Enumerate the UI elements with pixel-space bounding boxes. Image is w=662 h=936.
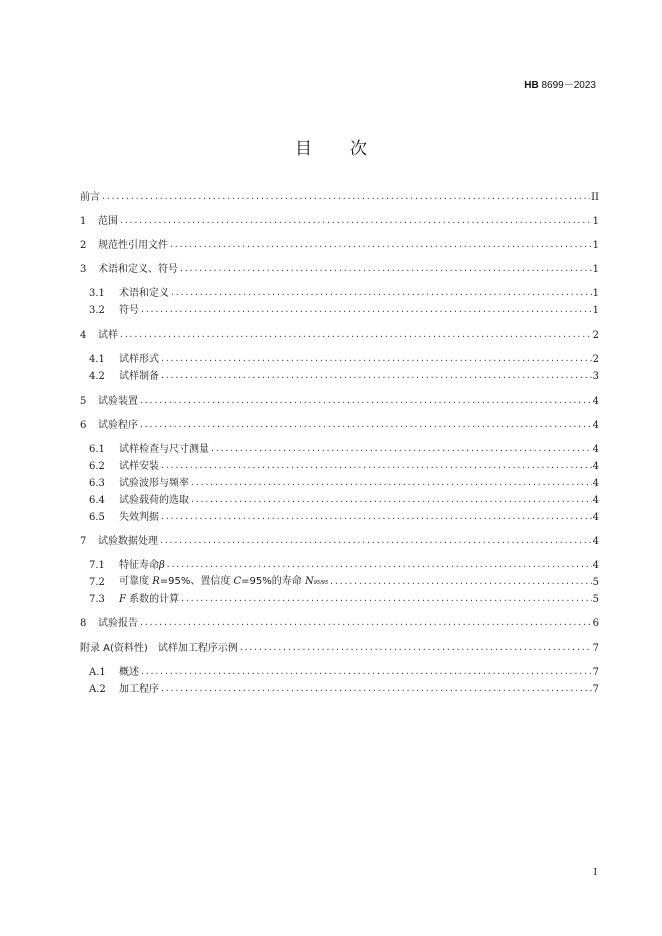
toc-page: 1 <box>592 240 599 251</box>
toc-page: 4 <box>592 420 599 431</box>
life-subscript: 95/95 <box>313 580 329 586</box>
leader-dots <box>210 444 592 458</box>
toc-label: 试验装置 <box>98 396 138 407</box>
leader-dots <box>119 330 592 344</box>
leader-dots <box>179 264 592 278</box>
toc-label: 试样安装 <box>119 461 159 472</box>
toc-entry-foreword[interactable] <box>80 190 599 206</box>
toc-page: 4 <box>592 495 599 506</box>
toc-entry-6-5[interactable] <box>89 510 599 526</box>
confidence-symbol: C <box>233 576 242 587</box>
leader-dots <box>329 577 591 591</box>
standard-prefix: HB <box>524 80 539 91</box>
toc-entry-8[interactable] <box>80 616 599 632</box>
toc-entry-5[interactable] <box>80 394 599 410</box>
leader-dots <box>139 420 592 434</box>
toc-number: 1 <box>80 216 87 227</box>
toc-label: 概述 <box>119 667 139 678</box>
toc-page: 3 <box>592 371 599 382</box>
leader-dots <box>180 594 591 608</box>
toc-entry-2[interactable] <box>80 238 599 254</box>
toc-entry-7-3[interactable] <box>89 592 599 608</box>
title-char-1: 目 <box>295 139 312 159</box>
toc-page: 4 <box>592 444 599 455</box>
toc-label <box>119 592 179 608</box>
toc-entry-6-2[interactable] <box>89 459 599 475</box>
toc-page: 4 <box>592 512 599 523</box>
toc-entry-7-1[interactable] <box>89 558 599 574</box>
leader-dots <box>119 216 592 230</box>
toc-label: 试验报告 <box>98 618 138 629</box>
leader-dots <box>190 478 592 492</box>
toc-page: 4 <box>592 396 599 407</box>
reliability-symbol: R <box>152 576 160 587</box>
toc-number: 6.2 <box>89 461 105 472</box>
toc-entry-7-2[interactable] <box>89 575 599 591</box>
toc-label: 试验波形与频率 <box>119 478 189 489</box>
toc-page: 5 <box>592 577 599 588</box>
toc-label-part: =95%的寿命 <box>241 576 305 587</box>
leader-dots <box>166 560 592 574</box>
toc-page: 5 <box>592 594 599 605</box>
toc-page: 6 <box>592 618 599 629</box>
toc-number: 7 <box>80 536 87 547</box>
toc-number: 4 <box>80 330 87 341</box>
leader-dots <box>160 512 592 526</box>
leader-dots <box>101 192 590 206</box>
toc-number: 4.2 <box>89 371 105 382</box>
toc-number: 7.2 <box>89 577 105 588</box>
toc-label: 加工程序 <box>119 684 159 695</box>
toc-page: 7 <box>592 684 599 695</box>
toc-number: 6.1 <box>89 444 105 455</box>
toc-number: 8 <box>80 618 87 629</box>
toc-page: 1 <box>592 288 599 299</box>
standard-number: 8699－2023 <box>538 80 596 91</box>
toc-entry-1[interactable] <box>80 214 599 230</box>
toc-label: 术语和定义、符号 <box>98 264 178 275</box>
toc-entry-6-3[interactable] <box>89 476 599 492</box>
toc-label: 试样检查与尺寸测量 <box>119 444 209 455</box>
toc-page: 4 <box>592 560 599 571</box>
leader-dots <box>160 461 592 475</box>
toc-label: 试样制备 <box>119 371 159 382</box>
toc-label-text: 特征寿命 <box>119 560 159 571</box>
toc-label <box>119 558 165 574</box>
toc-label: 前言 <box>80 192 100 203</box>
toc-entry-appendix-a[interactable] <box>80 641 599 657</box>
title-char-2: 次 <box>350 139 367 159</box>
toc-label: 附录 A(资料性) 试样加工程序示例 <box>80 643 238 654</box>
toc-label: 符号 <box>119 305 139 316</box>
toc-page: 4 <box>592 536 599 547</box>
toc-entry-3-2[interactable] <box>89 303 599 319</box>
toc-entry-6-4[interactable] <box>89 493 599 509</box>
toc-label <box>119 574 328 591</box>
toc-label-text: 系数的计算 <box>129 594 180 605</box>
leader-dots <box>239 643 592 657</box>
toc-label: 失效判据 <box>119 512 159 523</box>
page-title <box>0 134 662 159</box>
leader-dots <box>169 240 592 254</box>
toc-page: 4 <box>592 461 599 472</box>
toc-number: 7.1 <box>89 560 105 571</box>
toc-label: 范围 <box>98 216 118 227</box>
toc-number: 3.2 <box>89 305 105 316</box>
toc-label: 试验程序 <box>98 420 138 431</box>
toc-label: 试样形式 <box>119 354 159 365</box>
standard-code <box>524 76 596 91</box>
toc-entry-6-1[interactable] <box>89 442 599 458</box>
leader-dots <box>140 305 592 319</box>
leader-dots <box>140 667 592 681</box>
leader-dots <box>160 371 592 385</box>
toc-entry-4[interactable] <box>80 328 599 344</box>
leader-dots <box>190 495 592 509</box>
leader-dots <box>139 396 592 410</box>
toc-page: 4 <box>592 478 599 489</box>
toc-entry-3[interactable] <box>80 262 599 278</box>
toc-page: 2 <box>592 330 599 341</box>
toc-label-part: =95%、置信度 <box>159 576 234 587</box>
toc-label-part: 可靠度 <box>119 576 153 587</box>
toc-number: 2 <box>80 240 87 251</box>
toc-number: A.1 <box>89 667 106 678</box>
toc-entry-a-1[interactable] <box>89 665 599 681</box>
toc-page: II <box>591 192 599 203</box>
f-symbol: F <box>119 594 126 605</box>
toc-label: 试验载荷的选取 <box>119 495 189 506</box>
toc-label: 试验数据处理 <box>98 536 158 547</box>
toc-entry-4-2[interactable] <box>89 369 599 385</box>
toc-label: 试样 <box>98 330 118 341</box>
toc-page: 7 <box>592 667 599 678</box>
toc-number: 6.3 <box>89 478 105 489</box>
toc-label: 术语和定义 <box>119 288 169 299</box>
leader-dots <box>160 684 592 698</box>
toc-entry-7[interactable] <box>80 534 599 550</box>
toc-page: 2 <box>592 354 599 365</box>
leader-dots <box>160 354 592 368</box>
leader-dots <box>159 536 592 550</box>
toc-page: 1 <box>592 264 599 275</box>
toc-entry-a-2[interactable] <box>89 682 599 698</box>
toc-entry-6[interactable] <box>80 418 599 434</box>
toc-number: 4.1 <box>89 354 105 365</box>
toc-number: 3 <box>80 264 87 275</box>
toc-entry-4-1[interactable] <box>89 352 599 368</box>
beta-symbol: β <box>159 560 165 571</box>
toc-number: 5 <box>80 396 87 407</box>
toc-entry-3-1[interactable] <box>89 286 599 302</box>
toc-page: 1 <box>592 305 599 316</box>
toc-number: 6.5 <box>89 512 105 523</box>
toc-page: 7 <box>592 643 599 654</box>
toc-label: 规范性引用文件 <box>98 240 168 251</box>
toc-number: A.2 <box>89 684 106 695</box>
leader-dots <box>170 288 592 302</box>
toc-number: 7.3 <box>89 594 105 605</box>
toc-number: 3.1 <box>89 288 105 299</box>
toc-page: 1 <box>592 216 599 227</box>
page-folio: I <box>593 868 597 878</box>
toc-number: 6.4 <box>89 495 105 506</box>
leader-dots <box>139 618 592 632</box>
life-symbol: N <box>304 576 314 587</box>
toc-number: 6 <box>80 420 87 431</box>
